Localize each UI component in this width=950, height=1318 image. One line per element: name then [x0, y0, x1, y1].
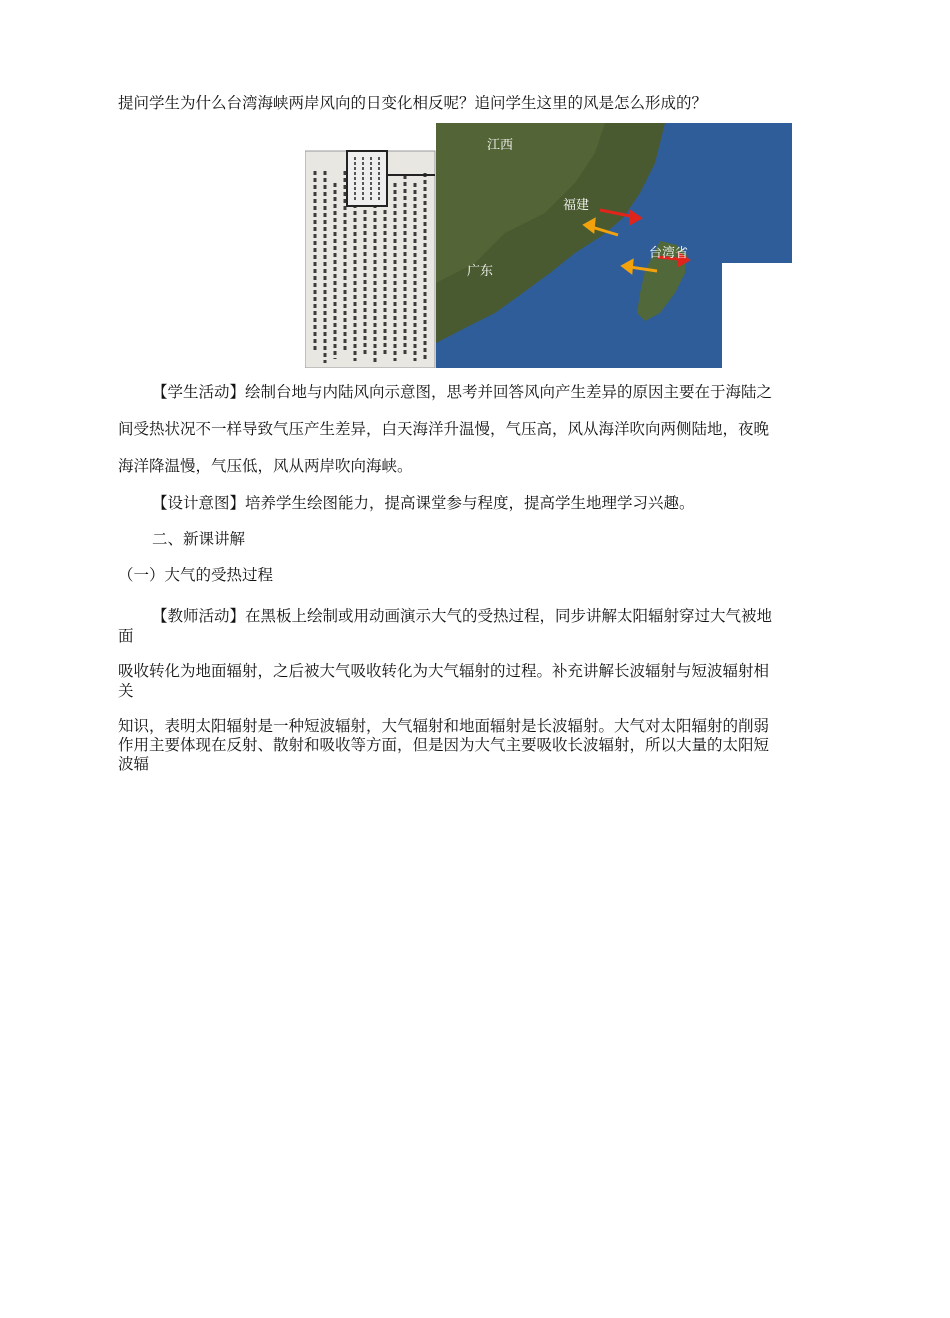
design-intent: 【设计意图】培养学生绘图能力，提高课堂参与程度，提高学生地理学习兴趣。 [152, 494, 695, 512]
teacher-activity-line-2-wrap: 关 [118, 682, 134, 700]
student-activity-line-3: 海洋降温慢，气压低，风从两岸吹向海峡。 [118, 457, 413, 475]
label-fujian: 福建 [563, 198, 590, 213]
teacher-activity-line-3: 知识，表明太阳辐射是一种短波辐射，大气辐射和地面辐射是长波辐射。大气对太阳辐射的削弱 [118, 717, 770, 735]
label-jiangxi: 江西 [487, 138, 514, 153]
satellite-map [436, 123, 792, 368]
label-taiwan: 台湾省 [649, 246, 689, 261]
teacher-activity-line-3-wrap: 作用主要体现在反射、散射和吸收等方面，但是因为大气主要吸收长波辐射，所以大量的太阳短 [118, 736, 770, 754]
wind-figure [305, 123, 792, 368]
teacher-activity-line-1: 【教师活动】在黑板上绘制或用动画演示大气的受热过程，同步讲解太阳辐射穿过大气被地 [152, 607, 773, 625]
section-heading: 二、新课讲解 [152, 530, 246, 548]
teacher-activity-line-3-wrap-2: 波辐 [118, 755, 150, 773]
student-activity-line-1: 【学生活动】绘制台地与内陆风向示意图，思考并回答风向产生差异的原因主要在于海陆之 [152, 383, 773, 401]
subsection-heading: （一）大气的受热过程 [118, 566, 274, 584]
figure-image [305, 123, 792, 368]
student-activity-line-2: 间受热状况不一样导致气压产生差异，白天海洋升温慢，气压高，风从海洋吹向两侧陆地，夜晚 [118, 420, 770, 438]
label-guangdong: 广东 [467, 264, 494, 279]
teacher-activity-line-1-wrap: 面 [118, 627, 134, 645]
old-document-image [305, 151, 435, 368]
teacher-activity-line-2: 吸收转化为地面辐射，之后被大气吸收转化为大气辐射的过程。补充讲解长波辐射与短波辐射相 [118, 662, 770, 680]
intro-question: 提问学生为什么台湾海峡两岸风向的日变化相反呢？追问学生这里的风是怎么形成的？ [118, 94, 708, 112]
